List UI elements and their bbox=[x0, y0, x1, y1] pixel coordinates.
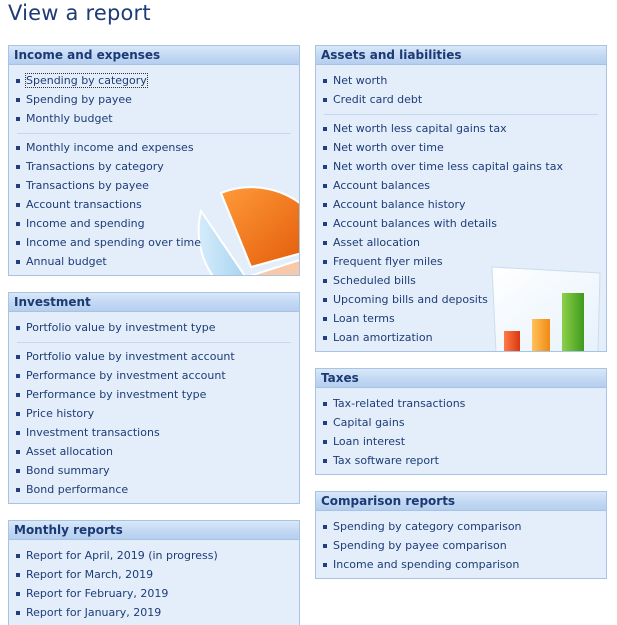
report-link-label: Tax software report bbox=[333, 454, 439, 467]
report-link-label: Report for March, 2019 bbox=[26, 568, 154, 581]
report-link-portfolio-value-by-investment-type[interactable] bbox=[9, 318, 299, 337]
report-link-report-for-february-2019[interactable] bbox=[9, 584, 299, 603]
report-link-label: Monthly budget bbox=[26, 112, 113, 125]
report-link-account-balances[interactable] bbox=[316, 176, 606, 195]
report-link-loan-amortization[interactable] bbox=[316, 328, 606, 347]
investment-divider bbox=[17, 342, 291, 343]
assets-liabilities-header: Assets and liabilities bbox=[316, 46, 606, 65]
report-link-label: Portfolio value by investment type bbox=[26, 321, 216, 334]
report-link-report-for-april-2019-in-progress[interactable] bbox=[9, 546, 299, 565]
report-link-asset-allocation[interactable] bbox=[9, 442, 299, 461]
assets-divider bbox=[324, 114, 598, 115]
report-link-net-worth-less-capital-gains-tax[interactable] bbox=[316, 119, 606, 138]
report-link-label: Upcoming bills and deposits bbox=[333, 293, 488, 306]
report-link-spending-by-category[interactable] bbox=[9, 71, 299, 90]
report-link-investment-transactions[interactable] bbox=[9, 423, 299, 442]
report-link-label: Scheduled bills bbox=[333, 274, 416, 287]
report-link-net-worth-over-time-less-capital-gains-tax[interactable] bbox=[316, 157, 606, 176]
comparison-reports-panel bbox=[315, 491, 607, 579]
report-link-spending-by-payee-comparison[interactable] bbox=[316, 536, 606, 555]
report-link-label: Income and spending bbox=[26, 217, 145, 230]
report-link-spending-by-payee[interactable] bbox=[9, 90, 299, 109]
report-link-income-and-spending-comparison[interactable] bbox=[316, 555, 606, 574]
assets-liabilities-panel bbox=[315, 45, 607, 352]
report-link-label: Frequent flyer miles bbox=[333, 255, 443, 268]
report-link-label: Capital gains bbox=[333, 416, 405, 429]
report-link-report-for-march-2019[interactable] bbox=[9, 565, 299, 584]
report-link-label: Report for April, 2019 (in progress) bbox=[26, 549, 218, 562]
report-link-performance-by-investment-type[interactable] bbox=[9, 385, 299, 404]
monthly-reports-panel bbox=[8, 520, 300, 625]
report-link-label: Net worth bbox=[333, 74, 388, 87]
report-link-label: Performance by investment type bbox=[26, 388, 207, 401]
report-link-label: Asset allocation bbox=[333, 236, 421, 249]
report-link-tax-related-transactions[interactable] bbox=[316, 394, 606, 413]
report-link-account-balances-with-details[interactable] bbox=[316, 214, 606, 233]
report-link-label: Portfolio value by investment account bbox=[26, 350, 235, 363]
report-link-label: Price history bbox=[26, 407, 95, 420]
report-link-transactions-by-payee[interactable] bbox=[9, 176, 299, 195]
report-link-credit-card-debt[interactable] bbox=[316, 90, 606, 109]
report-link-label: Spending by payee comparison bbox=[333, 539, 507, 552]
report-link-report-for-january-2019[interactable] bbox=[9, 603, 299, 622]
taxes-panel bbox=[315, 368, 607, 475]
report-link-label: Account balances bbox=[333, 179, 430, 192]
investment-header: Investment bbox=[9, 293, 299, 312]
report-link-label: Loan terms bbox=[333, 312, 395, 325]
report-link-frequent-flyer-miles[interactable] bbox=[316, 252, 606, 271]
report-link-label: Credit card debt bbox=[333, 93, 423, 106]
report-link-label: Monthly income and expenses bbox=[26, 141, 194, 154]
investment-panel bbox=[8, 292, 300, 504]
report-link-label: Spending by payee bbox=[26, 93, 132, 106]
report-link-asset-allocation[interactable] bbox=[316, 233, 606, 252]
report-link-income-and-spending-over-time[interactable] bbox=[9, 233, 299, 252]
report-link-upcoming-bills-and-deposits[interactable] bbox=[316, 290, 606, 309]
report-link-monthly-income-and-expenses[interactable] bbox=[9, 138, 299, 157]
report-link-label: Annual budget bbox=[26, 255, 107, 268]
report-link-label: Bond summary bbox=[26, 464, 110, 477]
report-link-net-worth-over-time[interactable] bbox=[316, 138, 606, 157]
report-link-net-worth[interactable] bbox=[316, 71, 606, 90]
report-link-capital-gains[interactable] bbox=[316, 413, 606, 432]
report-link-label: Net worth over time less capital gains tax bbox=[333, 160, 563, 173]
report-link-loan-terms[interactable] bbox=[316, 309, 606, 328]
report-link-label: Investment transactions bbox=[26, 426, 160, 439]
report-link-label: Loan interest bbox=[333, 435, 406, 448]
report-link-portfolio-value-by-investment-account[interactable] bbox=[9, 347, 299, 366]
report-link-spending-by-category-comparison[interactable] bbox=[316, 517, 606, 536]
monthly-reports-header: Monthly reports bbox=[9, 521, 299, 540]
report-link-label: Account balance history bbox=[333, 198, 466, 211]
income-expenses-header: Income and expenses bbox=[9, 46, 299, 65]
report-link-label: Report for February, 2019 bbox=[26, 587, 169, 600]
report-link-loan-interest[interactable] bbox=[316, 432, 606, 451]
income-expenses-panel bbox=[8, 45, 300, 276]
report-link-performance-by-investment-account[interactable] bbox=[9, 366, 299, 385]
report-link-label: Account balances with details bbox=[333, 217, 497, 230]
report-link-label: Spending by category bbox=[26, 74, 147, 87]
report-link-account-transactions[interactable] bbox=[9, 195, 299, 214]
report-link-bond-performance[interactable] bbox=[9, 480, 299, 499]
report-link-label: Income and spending over time bbox=[26, 236, 201, 249]
report-link-label: Income and spending comparison bbox=[333, 558, 520, 571]
report-link-label: Performance by investment account bbox=[26, 369, 226, 382]
report-link-label: Transactions by category bbox=[26, 160, 164, 173]
report-link-monthly-budget[interactable] bbox=[9, 109, 299, 128]
comparison-reports-header: Comparison reports bbox=[316, 492, 606, 511]
report-link-label: Asset allocation bbox=[26, 445, 114, 458]
report-link-transactions-by-category[interactable] bbox=[9, 157, 299, 176]
report-link-label: Spending by category comparison bbox=[333, 520, 522, 533]
page-title: View a report bbox=[8, 1, 151, 25]
report-link-scheduled-bills[interactable] bbox=[316, 271, 606, 290]
report-link-price-history[interactable] bbox=[9, 404, 299, 423]
report-link-label: Transactions by payee bbox=[26, 179, 149, 192]
report-link-label: Bond performance bbox=[26, 483, 129, 496]
report-link-label: Loan amortization bbox=[333, 331, 433, 344]
report-link-label: Report for January, 2019 bbox=[26, 606, 162, 619]
report-link-tax-software-report[interactable] bbox=[316, 451, 606, 470]
report-link-income-and-spending[interactable] bbox=[9, 214, 299, 233]
report-link-bond-summary[interactable] bbox=[9, 461, 299, 480]
report-link-account-balance-history[interactable] bbox=[316, 195, 606, 214]
report-link-annual-budget[interactable] bbox=[9, 252, 299, 271]
report-link-label: Tax-related transactions bbox=[333, 397, 466, 410]
report-link-label: Net worth less capital gains tax bbox=[333, 122, 507, 135]
report-link-label: Net worth over time bbox=[333, 141, 444, 154]
taxes-header: Taxes bbox=[316, 369, 606, 388]
income-divider bbox=[17, 133, 291, 134]
report-link-label: Account transactions bbox=[26, 198, 142, 211]
